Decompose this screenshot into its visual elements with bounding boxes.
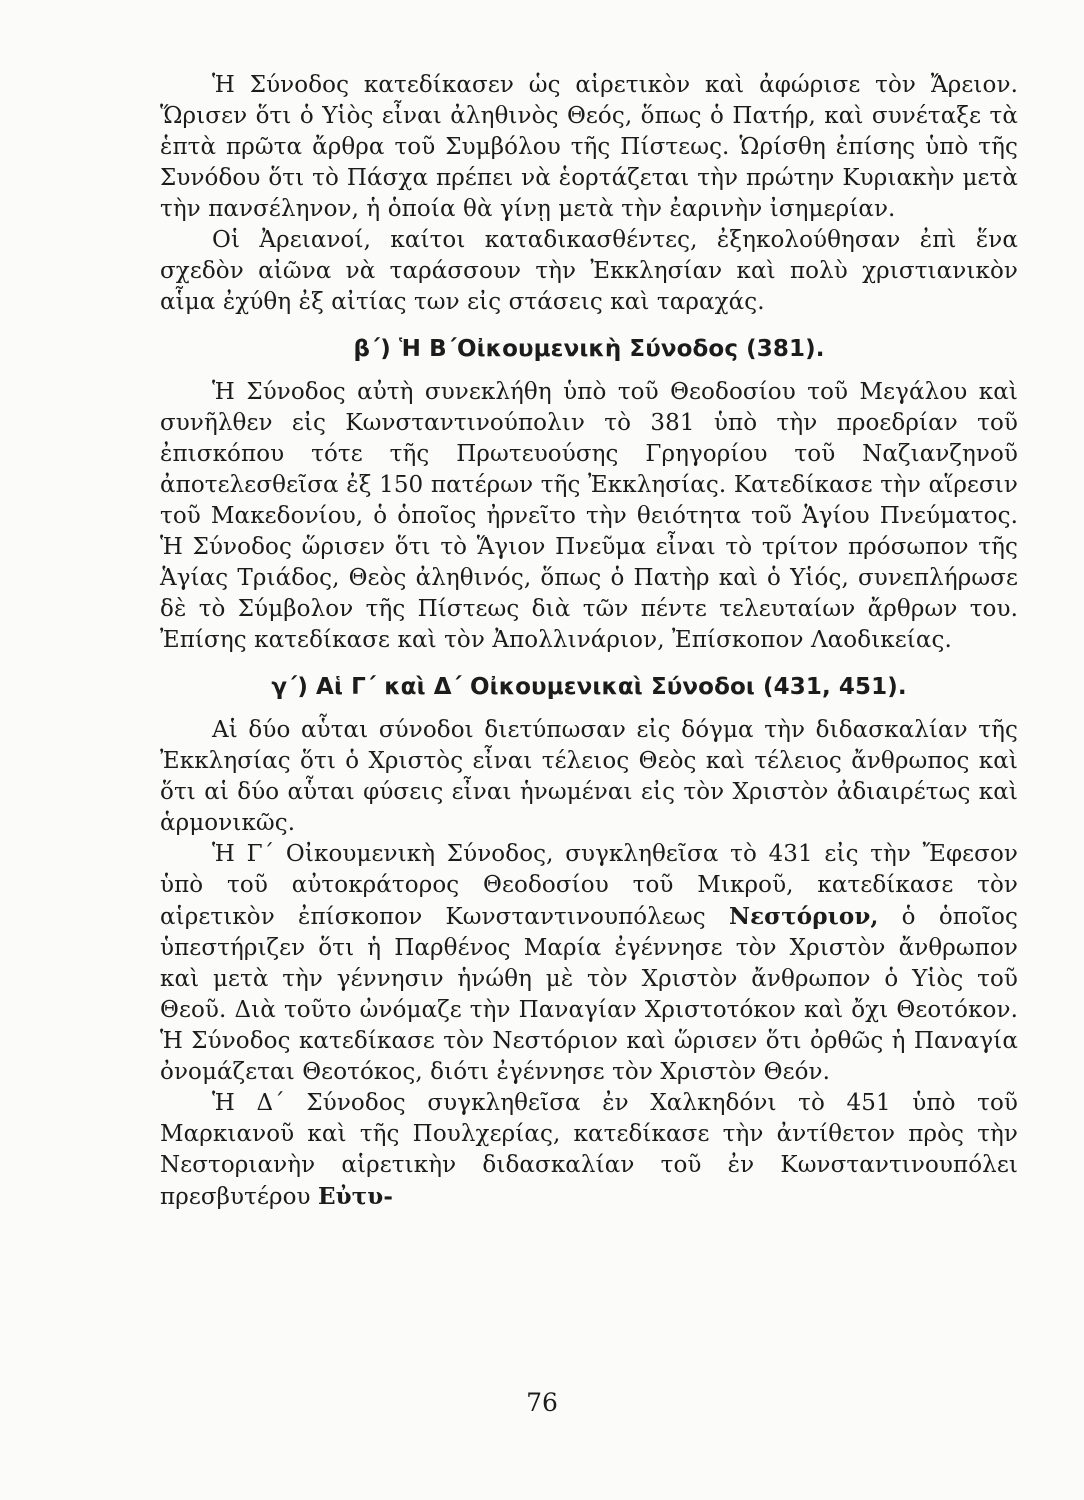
paragraph-two-natures: Αἱ δύο αὗται σύνοδοι διετύπωσαν εἰς δόγμα τὴν διδασκαλίαν τῆς Ἐκκλησίας ὅτι ὁ Χριστὸς εἶναι τέλειος Θεὸς καὶ τέλειος ἄνθρωπος καὶ ὅτι αἱ δύο αὗται φύσεις εἶναι ἡνωμέναι εἰς τὸν Χριστὸν ἀδιαιρέτως καὶ ἁρμονικῶς. <box>160 717 1018 836</box>
paragraph-fourth-council <box>160 1088 1018 1213</box>
third-council-text-b: ὁ ὁποῖος ὑπεστήριζεν ὅτι ἡ Παρθένος Μαρία ἐγέννησε τὸν Χριστὸν ἄνθρωπον καὶ μετὰ τὴν γέννησιν ἡνώθη μὲ τὸν Χριστὸν ἄνθρωπον ὁ Υἱὸς τοῦ Θεοῦ. Διὰ τοῦτο ὠνόμαζε τὴν Παναγίαν Χριστοτόκον καὶ ὄχι Θεοτόκον. Ἡ Σύνοδος κατεδίκασε τὸν Νεστόριον καὶ ὥρισεν ὅτι ὀρθῶς ἡ Παναγία ὀνομάζεται Θεοτόκος, διότι ἐγέννησε τὸν Χριστὸν Θεόν. <box>160 904 1018 1085</box>
paragraph-second-council: Ἡ Σύνοδος αὐτὴ συνεκλήθη ὑπὸ τοῦ Θεοδοσίου τοῦ Μεγάλου καὶ συνῆλθεν εἰς Κωνσταντινούπολιν τὸ 381 ὑπὸ τὴν προεδρίαν τοῦ ἐπισκόπου τότε τῆς Πρωτευούσης Γρηγορίου τοῦ Ναζιανζηνοῦ ἀποτελεσθεῖσα ἐξ 150 πατέρων τῆς Ἐκκλησίας. Κατεδίκασε τὴν αἵρεσιν τοῦ Μακεδονίου, ὁ ὁποῖος ἠρνεῖτο τὴν θειότητα τοῦ Ἁγίου Πνεύματος. Ἡ Σύνοδος ὥρισεν ὅτι τὸ Ἅγιον Πνεῦμα εἶναι τὸ τρίτον πρόσωπον τῆς Ἁγίας Τριάδος, Θεὸς ἀληθινός, ὅπως ὁ Πατὴρ καὶ ὁ Υἱός, συνεπλήρωσε δὲ τὸ Σύμβολον τῆς Πίστεως διὰ τῶν πέντε τελευταίων ἄρθρων του. Ἐπίσης κατεδίκασε καὶ τὸν Ἀπολλινάριον, Ἐπίσκοπον Λαοδικείας. <box>160 379 1018 653</box>
paragraph-arius-condemnation: Ἡ Σύνοδος κατεδίκασεν ὡς αἱρετικὸν καὶ ἀφώρισε τὸν Ἄρειον. Ὥρισεν ὅτι ὁ Υἱὸς εἶναι ἀληθινὸς Θεός, ὅπως ὁ Πατήρ, καὶ συνέταξε τὰ ἑπτὰ πρῶτα ἄρθρα τοῦ Συμβόλου τῆς Πίστεως. Ὡρίσθη ἐπίσης ὑπὸ τῆς Συνόδου ὅτι τὸ Πάσχα πρέπει νὰ ἑορτάζεται τὴν πρώτην Κυριακὴν μετὰ τὴν πανσέληνον, ἡ ὁποία θὰ γίνῃ μετὰ τὴν ἐαρινὴν ἰσημερίαν. <box>160 72 1018 222</box>
eutyches-name: Εὐτυ- <box>318 1183 394 1210</box>
fourth-council-text: Ἡ Δ΄ Σύνοδος συγκληθεῖσα ἐν Χαλκηδόνι τὸ 451 ὑπὸ τοῦ Μαρκιανοῦ καὶ τῆς Πουλχερίας, κατεδίκασε τὴν ἀντίθετον πρὸς τὴν Νεστοριανὴν αἱρετικὴν διδασκαλίαν τοῦ ἐν Κωνσταντινουπόλει πρεσβυτέρου <box>160 1090 1018 1210</box>
section-heading-third-fourth-councils: γ΄) Αἱ Γ΄ καὶ Δ΄ Οἰκουμενικαὶ Σύνοδοι (431, 451). <box>271 674 907 700</box>
nestorius-name: Νεστόριον, <box>728 903 879 930</box>
third-council-text-a: Ἡ Γ΄ Οἰκουμενικὴ Σύνοδος, συγκληθεῖσα τὸ 431 εἰς τὴν Ἔφεσον ὑπὸ τοῦ αὐτοκράτορος Θεοδοσίου τοῦ Μικροῦ, κατεδίκασε τὸν αἱρετικὸν ἐπίσκοπον Κωνσταντινουπόλεως <box>160 841 1018 930</box>
paragraph-third-council <box>160 839 1018 1088</box>
page-text <box>160 70 1018 1213</box>
section-heading-second-council: β΄) Ἡ Β΄Οἰκουμενικὴ Σύνοδος (381). <box>353 336 825 362</box>
paragraph-arians: Οἱ Ἀρειανοί, καίτοι καταδικασθέντες, ἐξηκολούθησαν ἐπὶ ἕνα σχεδὸν αἰῶνα νὰ ταράσσουν τὴν Ἐκκλησίαν καὶ πολὺ χριστιανικὸν αἷμα ἐχύθη ἐξ αἰτίας των εἰς στάσεις καὶ ταραχάς. <box>160 227 1018 315</box>
page-number: 76 <box>526 1388 558 1417</box>
